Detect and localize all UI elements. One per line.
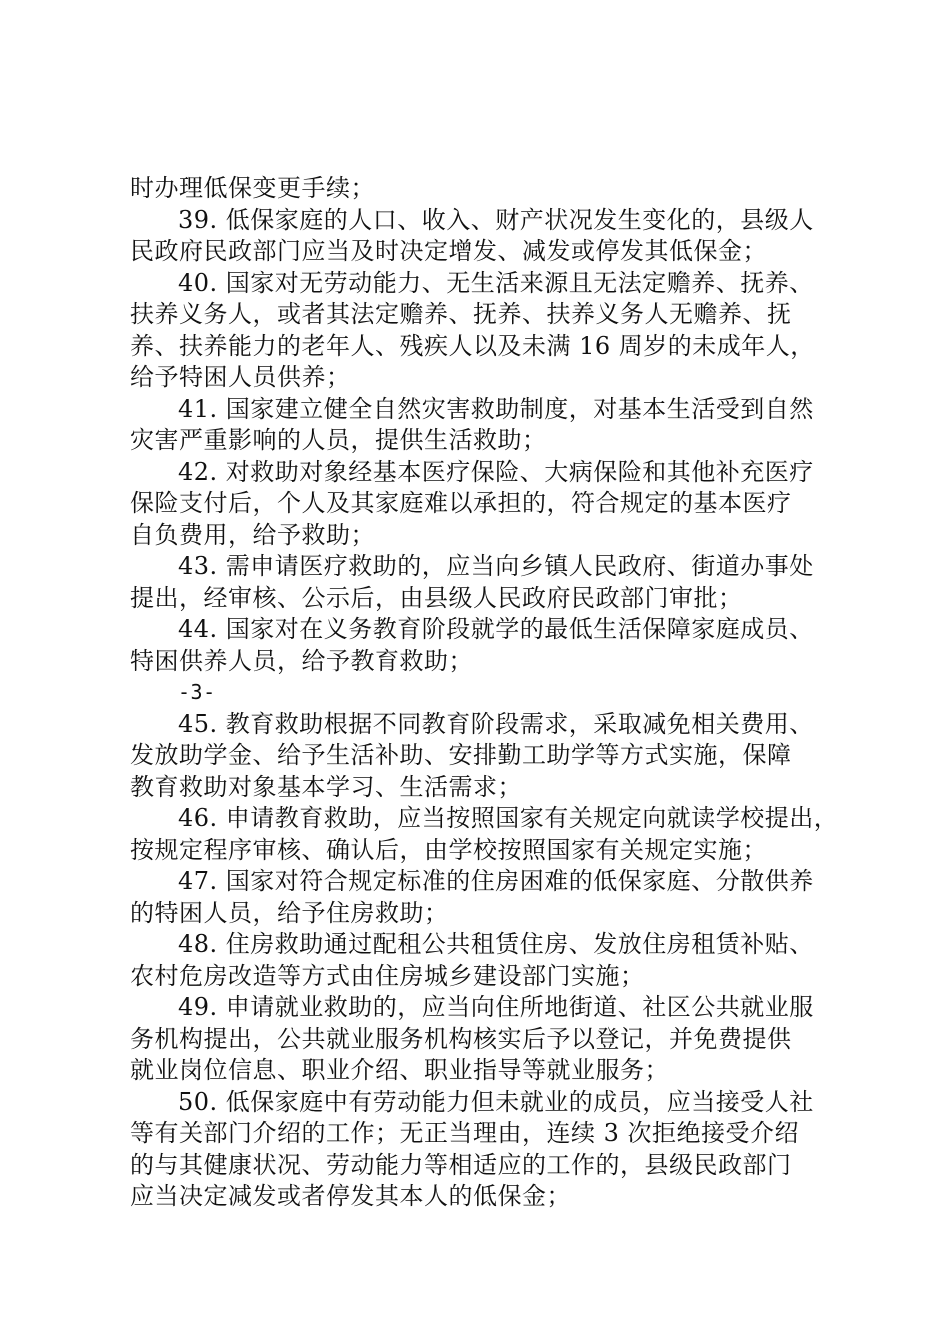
text-line: 农村危房改造等方式由住房城乡建设部门实施；: [130, 961, 645, 990]
list-item-42: [130, 457, 830, 552]
text-line: 保险支付后，个人及其家庭难以承担的，符合规定的基本医疗: [130, 489, 792, 517]
text-line: 时办理低保变更手续；: [130, 174, 375, 202]
text-line: 自负费用，给予救助；: [130, 520, 375, 549]
list-item-49: [130, 992, 830, 1087]
text-line: 给予特困人员供养；: [130, 363, 351, 391]
list-item-41: [130, 394, 830, 457]
text-line: 41. 国家建立健全自然灾害救助制度，对基本生活受到自然: [178, 394, 814, 423]
text-line: 46. 申请教育救助，应当按照国家有关规定向就读学校提出，: [178, 804, 839, 832]
text-line: 养、扶养能力的老年人、残疾人以及未满 16 周岁的未成年人，: [130, 331, 815, 360]
text-line: 应当决定减发或者停发其本人的低保金；: [130, 1182, 571, 1210]
text-line: 民政府民政部门应当及时决定增发、减发或停发其低保金；: [130, 237, 767, 265]
text-line: 特困供养人员，给予教育救助；: [130, 646, 473, 675]
text-line: 扶养义务人，或者其法定赡养、抚养、扶养义务人无赡养、抚: [130, 300, 792, 328]
list-item-47: [130, 866, 830, 929]
list-item-39: [130, 205, 830, 268]
text-line: 39. 低保家庭的人口、收入、财产状况发生变化的，县级人: [178, 205, 814, 234]
text-line: 50. 低保家庭中有劳动能力但未就业的成员，应当接受人社: [178, 1087, 814, 1116]
text-line: 的与其健康状况、劳动能力等相适应的工作的，县级民政部门: [130, 1150, 792, 1179]
page-number: -3-: [178, 680, 216, 704]
text-line: 发放助学金、给予生活补助、安排勤工助学等方式实施，保障: [130, 741, 792, 769]
text-line: 提出，经审核、公示后，由县级人民政府民政部门审批；: [130, 583, 743, 612]
list-item-48: [130, 929, 830, 992]
text-line: 教育救助对象基本学习、生活需求；: [130, 772, 522, 801]
text-line: 42. 对救助对象经基本医疗保险、大病保险和其他补充医疗: [178, 457, 814, 486]
list-item-44: [130, 614, 830, 677]
list-item-43: [130, 551, 830, 614]
continuation-paragraph: [130, 173, 830, 205]
list-item-50: [130, 1087, 830, 1213]
text-line: 等有关部门介绍的工作；无正当理由，连续 3 次拒绝接受介绍: [130, 1119, 800, 1147]
list-item-45: [130, 709, 830, 804]
list-item-40: [130, 268, 830, 394]
text-line: 47. 国家对符合规定标准的住房困难的低保家庭、分散供养: [178, 867, 814, 895]
text-line: 45. 教育救助根据不同教育阶段需求，采取减免相关费用、: [178, 709, 814, 738]
text-line: 43. 需申请医疗救助的，应当向乡镇人民政府、街道办事处: [178, 552, 814, 580]
text-line: 务机构提出，公共就业服务机构核实后予以登记，并免费提供: [130, 1024, 792, 1053]
text-line: 就业岗位信息、职业介绍、职业指导等就业服务；: [130, 1056, 669, 1084]
list-item-46: [130, 803, 839, 866]
document-body: [130, 173, 839, 1213]
text-line: 按规定程序审核、确认后，由学校按照国家有关规定实施；: [130, 835, 767, 864]
text-line: 灾害严重影响的人员，提供生活救助；: [130, 426, 547, 454]
text-line: 49. 申请就业救助的，应当向住所地街道、社区公共就业服: [178, 993, 814, 1021]
text-line: 44. 国家对在义务教育阶段就学的最低生活保障家庭成员、: [178, 615, 814, 643]
text-line: 48. 住房救助通过配租公共租赁住房、发放住房租赁补贴、: [178, 930, 814, 958]
text-line: 40. 国家对无劳动能力、无生活来源且无法定赡养、抚养、: [178, 268, 814, 297]
text-line: 的特困人员，给予住房救助；: [130, 898, 449, 927]
